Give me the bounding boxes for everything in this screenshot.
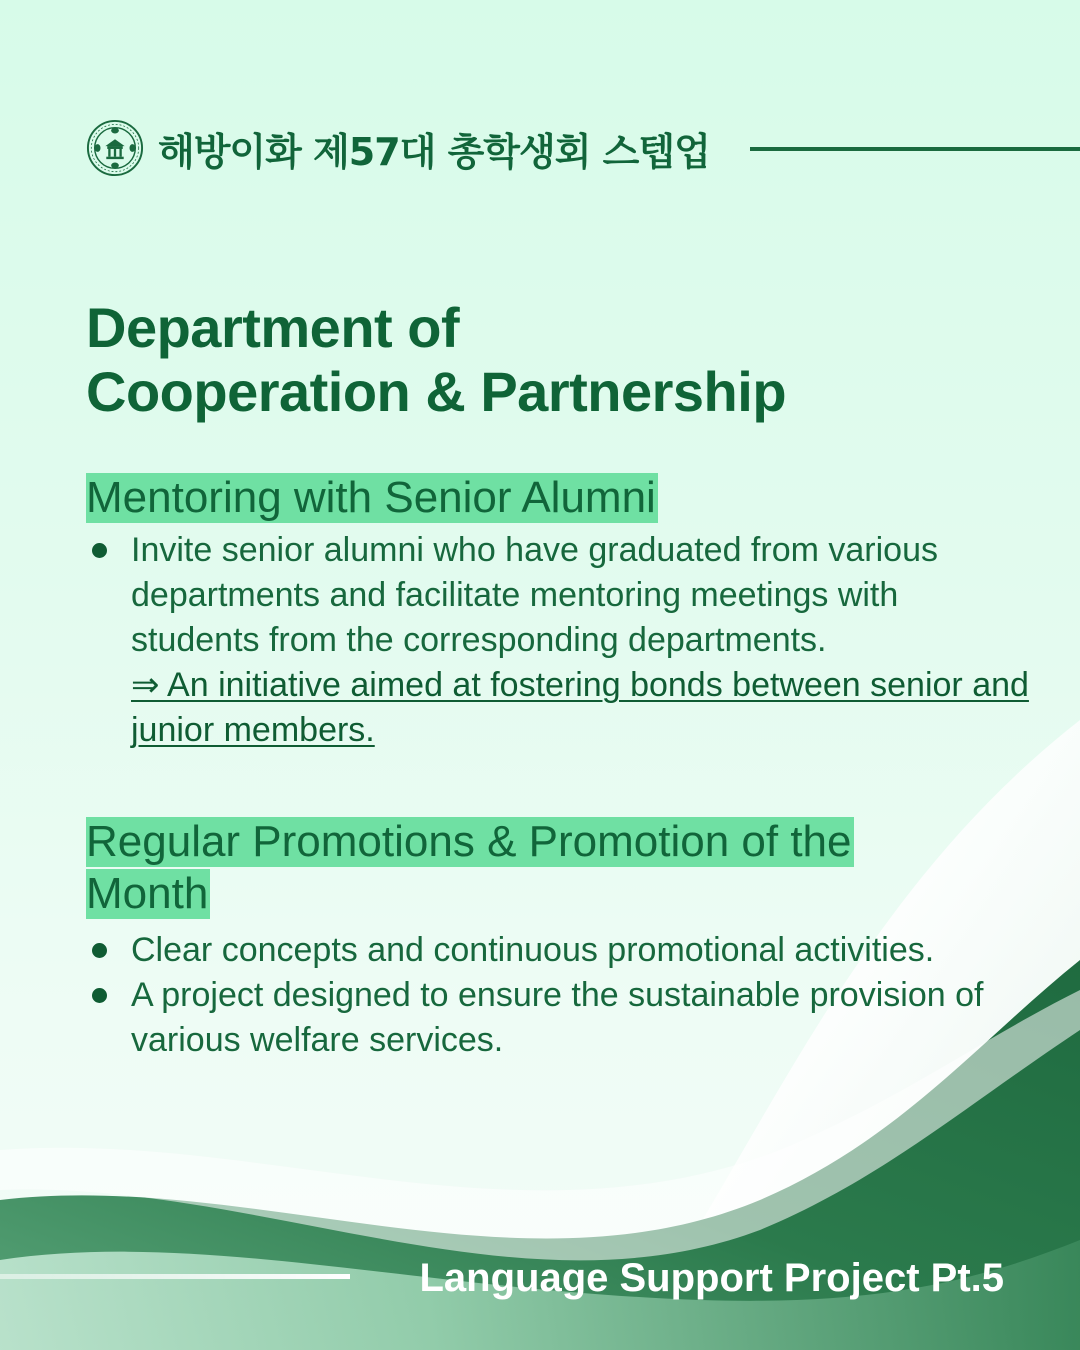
bullet-text: Invite senior alumni who have graduated from various departments and facilitate mentoring meetings with students from the corresponding departments. [131,531,938,659]
list-item [86,973,1036,1063]
mentoring-bullet-list [86,528,1036,753]
bullet-text: Clear concepts and continuous promotional activities. [131,931,935,969]
section-heading-mentoring [86,472,658,524]
organization-name: 해방이화 제57대 총학생회 스텝업 [158,129,710,174]
footer-divider-line [0,1274,350,1279]
page-title-line-1: Department of [86,296,460,359]
list-item [86,528,1036,753]
page-title-line-2: Cooperation & Partnership [86,360,787,423]
bullet-text: A project designed to ensure the sustainable provision of various welfare services. [131,976,984,1059]
footer-title: Language Support Project Pt.5 [419,1256,1004,1300]
section-heading-text-line-2: Month [86,869,209,918]
section-heading-text-line-1: Regular Promotions & Promotion of the [86,817,852,866]
list-item [86,928,1036,973]
bullet-dot-icon [92,943,107,958]
bullet-dot-icon [92,988,107,1003]
promotions-bullet-list [86,928,1036,1063]
section-heading-promotions [86,816,854,920]
header-divider-line [750,147,1080,151]
header [86,116,710,180]
section-heading-text: Mentoring with Senior Alumni [86,473,656,522]
page-title [86,296,786,424]
university-emblem-icon [86,119,144,177]
bullet-note: ⇒ An initiative aimed at fostering bonds between senior and junior members. [131,666,1029,749]
bullet-dot-icon [92,543,107,558]
